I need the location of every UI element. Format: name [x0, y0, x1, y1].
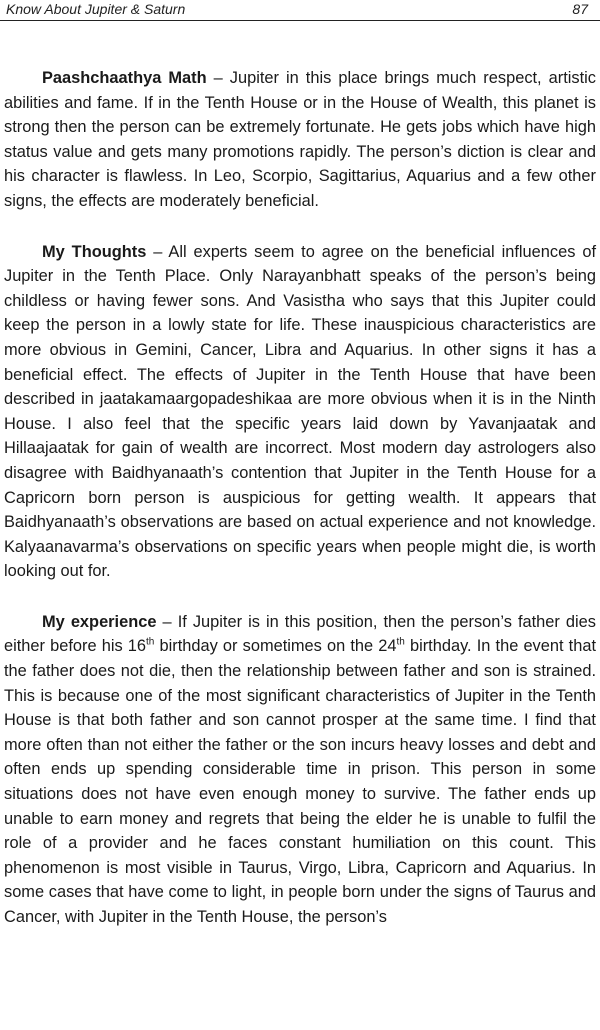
paragraph-text: birthday or sometimes on the 24	[154, 637, 397, 656]
paragraph-text: – If Jupiter is in this position, then the person’s father dies either before his 16	[4, 612, 596, 656]
paragraph-my-thoughts	[4, 240, 596, 584]
paragraph-heading: My experience	[42, 612, 157, 631]
ordinal-suffix: th	[396, 637, 405, 648]
ordinal-suffix: th	[146, 637, 155, 648]
paragraph-my-experience	[4, 610, 596, 930]
book-title: Know About Jupiter & Saturn	[6, 1, 186, 17]
page-body	[4, 66, 596, 956]
paragraph-text: birthday. In the event that the father does not die, then the relationship between father and son is strained. This is because one of the most significant characteristics of Jupiter in the Tenth House is that both father and son cannot prosper at the same time. I find that more often than not either the father or the son incurs heavy losses and debt and often ends up spending considerable time in prison. This person in some situations does not have even enough money to survive. The father ends up unable to earn money and regrets that being the elder he is unable to fulfil the role of a provider and he faces constant humiliation on this count. This phenomenon is most visible in Taurus, Virgo, Libra, Capricorn and Aquarius. In some cases that have come to light, in people born under the signs of Taurus and Cancer, with Jupiter in the Tenth House, the person’s	[4, 637, 596, 926]
paragraph-text: – Jupiter in this place brings much respect, artistic abilities and fame. If in the Tenth House or in the House of Wealth, this planet is strong then the person can be extremely fortunate. He gets jobs which have high status value and gets many promotions rapidly. The person’s diction is clear and his character is flawless. In Leo, Scorpio, Sagittarius, Aquarius and a few other signs, the effects are moderately beneficial.	[4, 69, 596, 210]
running-header	[0, 0, 600, 21]
page-number: 87	[572, 1, 588, 17]
paragraph-text: – All experts seem to agree on the beneficial influences of Jupiter in the Tenth Place. Only Narayanbhatt speaks of the person’s being childless or having fewer sons. And Vasistha who says that this Jupiter could keep the person in a lowly state for life. These inauspicious characteristics are more obvious in Gemini, Cancer, Libra and Aquarius. In other signs it has a beneficial effect. The effects of Jupiter in the Tenth House that have been described in jaatakamaargopadeshikaa are more obvious when it is in the Ninth House. I also feel that the specific years laid down by Yavanjaatak and Hillaajaatak for gain of wealth are incorrect. Most modern day astrologers also disagree with Baidhyanaath’s contention that Jupiter in the Tenth House for a Capricorn born person is auspicious for getting wealth. It appears that Baidhyanaath’s observations are based on actual experience and not knowledge. Kalyaanavarma’s observations on specific years when people might die, is worth looking out for.	[4, 242, 596, 581]
paragraph-heading: My Thoughts	[42, 242, 147, 261]
paragraph-heading: Paashchaathya Math	[42, 69, 207, 87]
paragraph-paashchaathya-math	[4, 66, 596, 214]
